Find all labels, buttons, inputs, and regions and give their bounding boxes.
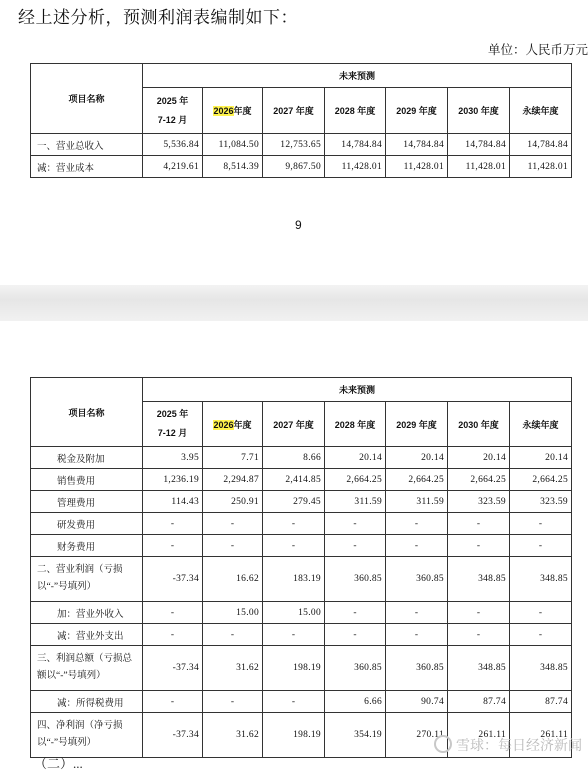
- partial-next-line: （二）...: [34, 756, 83, 771]
- table-cell: -: [143, 535, 203, 557]
- table-cell: 14,784.84: [386, 134, 448, 156]
- col-perpetual: 永续年度: [510, 88, 572, 134]
- table-cell: 323.59: [510, 491, 572, 513]
- col-2026: 2026年度: [203, 88, 263, 134]
- table-cell: 12,753.65: [263, 134, 325, 156]
- item-name-header: 项目名称: [31, 378, 143, 447]
- table-cell: 31.62: [203, 646, 263, 691]
- table-cell: 360.85: [386, 646, 448, 691]
- table-cell: 261.11: [510, 713, 572, 758]
- table2-body: [31, 447, 572, 758]
- col-2029: 2029 年度: [386, 88, 448, 134]
- future-forecast-header: 未来预测: [143, 378, 572, 402]
- col-2028: 2028 年度: [325, 88, 386, 134]
- forecast-income-table-part2: [30, 377, 572, 758]
- row-label: 研发费用: [31, 513, 143, 535]
- col-2025-h2: 2025 年 7-12 月: [143, 402, 203, 447]
- table-cell: 348.85: [448, 557, 510, 602]
- table-cell: -: [263, 624, 325, 646]
- table-cell: -: [510, 535, 572, 557]
- table-cell: -: [203, 513, 263, 535]
- page-1: [0, 0, 588, 285]
- table-cell: 198.19: [263, 713, 325, 758]
- table-cell: 4,219.61: [143, 156, 203, 178]
- table-cell: 20.14: [510, 447, 572, 469]
- table-cell: 14,784.84: [448, 134, 510, 156]
- row-label: 一、营业总收入: [31, 134, 143, 156]
- table-cell: -: [263, 691, 325, 713]
- table-cell: -: [325, 624, 386, 646]
- table-cell: 20.14: [386, 447, 448, 469]
- table-cell: 261.11: [448, 713, 510, 758]
- table-cell: 31.62: [203, 713, 263, 758]
- table-cell: -: [143, 602, 203, 624]
- table-cell: -: [203, 535, 263, 557]
- table-cell: 2,664.25: [386, 469, 448, 491]
- table-cell: 2,414.85: [263, 469, 325, 491]
- row-label: 管理费用: [31, 491, 143, 513]
- table-cell: 11,428.01: [448, 156, 510, 178]
- col-2026: 2026年度: [203, 402, 263, 447]
- table-cell: -: [143, 624, 203, 646]
- page-gap: [0, 285, 588, 321]
- table-cell: -: [448, 602, 510, 624]
- row-label: 减：所得税费用: [31, 691, 143, 713]
- table-cell: 11,084.50: [203, 134, 263, 156]
- table-cell: 360.85: [386, 557, 448, 602]
- table1-body: [31, 134, 572, 178]
- table-cell: 3.95: [143, 447, 203, 469]
- row-label: 三、利润总额（亏损总额以“-”号填列）: [31, 646, 143, 691]
- table-cell: -: [448, 513, 510, 535]
- table-cell: 2,294.87: [203, 469, 263, 491]
- table-cell: -: [263, 513, 325, 535]
- table-cell: 279.45: [263, 491, 325, 513]
- table-cell: -: [510, 624, 572, 646]
- highlight-2026: 2026: [213, 106, 234, 116]
- table-cell: -: [510, 513, 572, 535]
- table-cell: 348.85: [510, 557, 572, 602]
- table-cell: 360.85: [325, 557, 386, 602]
- table-cell: -: [386, 602, 448, 624]
- page-2: [0, 321, 588, 771]
- item-name-header: 项目名称: [31, 64, 143, 134]
- col-2025-h2: 2025 年 7-12 月: [143, 88, 203, 134]
- col-2030: 2030 年度: [448, 88, 510, 134]
- page-number: 9: [295, 218, 302, 232]
- table-cell: -: [386, 535, 448, 557]
- table-cell: 20.14: [448, 447, 510, 469]
- col-2030: 2030 年度: [448, 402, 510, 447]
- table-cell: 8.66: [263, 447, 325, 469]
- table-cell: -37.34: [143, 713, 203, 758]
- table-cell: 16.62: [203, 557, 263, 602]
- col-2027: 2027 年度: [263, 402, 325, 447]
- table-cell: 311.59: [386, 491, 448, 513]
- table-cell: 1,236.19: [143, 469, 203, 491]
- table-cell: 250.91: [203, 491, 263, 513]
- forecast-income-table-part1: [30, 63, 572, 178]
- table-cell: -: [325, 535, 386, 557]
- table-cell: 2,664.25: [325, 469, 386, 491]
- table-row: [31, 535, 572, 557]
- row-label: 加：营业外收入: [31, 602, 143, 624]
- table-cell: 2,664.25: [510, 469, 572, 491]
- table-cell: 15.00: [263, 602, 325, 624]
- highlight-2026: 2026: [213, 419, 234, 430]
- table-row: [31, 624, 572, 646]
- row-label: 减：营业成本: [31, 156, 143, 178]
- table-row: [31, 447, 572, 469]
- table-cell: 11,428.01: [386, 156, 448, 178]
- table-row: [31, 491, 572, 513]
- watermark-logo-icon: [434, 735, 452, 753]
- table-cell: 20.14: [325, 447, 386, 469]
- table-cell: -: [143, 513, 203, 535]
- table-cell: 90.74: [386, 691, 448, 713]
- table-cell: 323.59: [448, 491, 510, 513]
- table-row: [31, 513, 572, 535]
- table-row: [31, 602, 572, 624]
- table-cell: 354.19: [325, 713, 386, 758]
- row-label: 减：营业外支出: [31, 624, 143, 646]
- table-cell: -37.34: [143, 557, 203, 602]
- table-cell: 348.85: [448, 646, 510, 691]
- table-cell: -: [203, 691, 263, 713]
- table-row: [31, 469, 572, 491]
- row-label: 税金及附加: [31, 447, 143, 469]
- table-cell: -: [386, 624, 448, 646]
- table-cell: 87.74: [448, 691, 510, 713]
- table-cell: -37.34: [143, 646, 203, 691]
- table-cell: 14,784.84: [325, 134, 386, 156]
- table-cell: 360.85: [325, 646, 386, 691]
- table-cell: 6.66: [325, 691, 386, 713]
- table-cell: 348.85: [510, 646, 572, 691]
- table-row: [31, 691, 572, 713]
- table-cell: -: [510, 602, 572, 624]
- table-cell: -: [448, 535, 510, 557]
- table-cell: 311.59: [325, 491, 386, 513]
- table-cell: -: [203, 624, 263, 646]
- watermark: 雪球：每日经济新闻: [434, 735, 582, 755]
- table-cell: 198.19: [263, 646, 325, 691]
- table-cell: 7.71: [203, 447, 263, 469]
- col-2027: 2027 年度: [263, 88, 325, 134]
- table-cell: 8,514.39: [203, 156, 263, 178]
- col-2028: 2028 年度: [325, 402, 386, 447]
- table-cell: -: [143, 691, 203, 713]
- table-cell: 5,536.84: [143, 134, 203, 156]
- table-cell: -: [263, 535, 325, 557]
- table-cell: -: [325, 513, 386, 535]
- table-cell: 270.11: [386, 713, 448, 758]
- unit-label: 单位：人民币万元: [487, 43, 588, 57]
- intro-text: 经上述分析，预测利润表编制如下：: [18, 8, 298, 27]
- table-cell: 11,428.01: [325, 156, 386, 178]
- table-cell: 11,428.01: [510, 156, 572, 178]
- row-label: 财务费用: [31, 535, 143, 557]
- table-cell: 15.00: [203, 602, 263, 624]
- row-label: 二、营业利润（亏损以“-”号填列）: [31, 557, 143, 602]
- table-cell: -: [448, 624, 510, 646]
- table-row: [31, 156, 572, 178]
- table-cell: -: [325, 602, 386, 624]
- table-cell: -: [386, 513, 448, 535]
- row-label: 四、净利润（净亏损以“-”号填列）: [31, 713, 143, 758]
- table-cell: 2,664.25: [448, 469, 510, 491]
- table-cell: 87.74: [510, 691, 572, 713]
- table-cell: 9,867.50: [263, 156, 325, 178]
- table-row: [31, 134, 572, 156]
- row-label: 销售费用: [31, 469, 143, 491]
- table-cell: 14,784.84: [510, 134, 572, 156]
- table-cell: 183.19: [263, 557, 325, 602]
- col-2029: 2029 年度: [386, 402, 448, 447]
- table-cell: 114.43: [143, 491, 203, 513]
- table-row: [31, 557, 572, 602]
- col-perpetual: 永续年度: [510, 402, 572, 447]
- future-forecast-header: 未来预测: [143, 64, 572, 88]
- table-row: [31, 646, 572, 691]
